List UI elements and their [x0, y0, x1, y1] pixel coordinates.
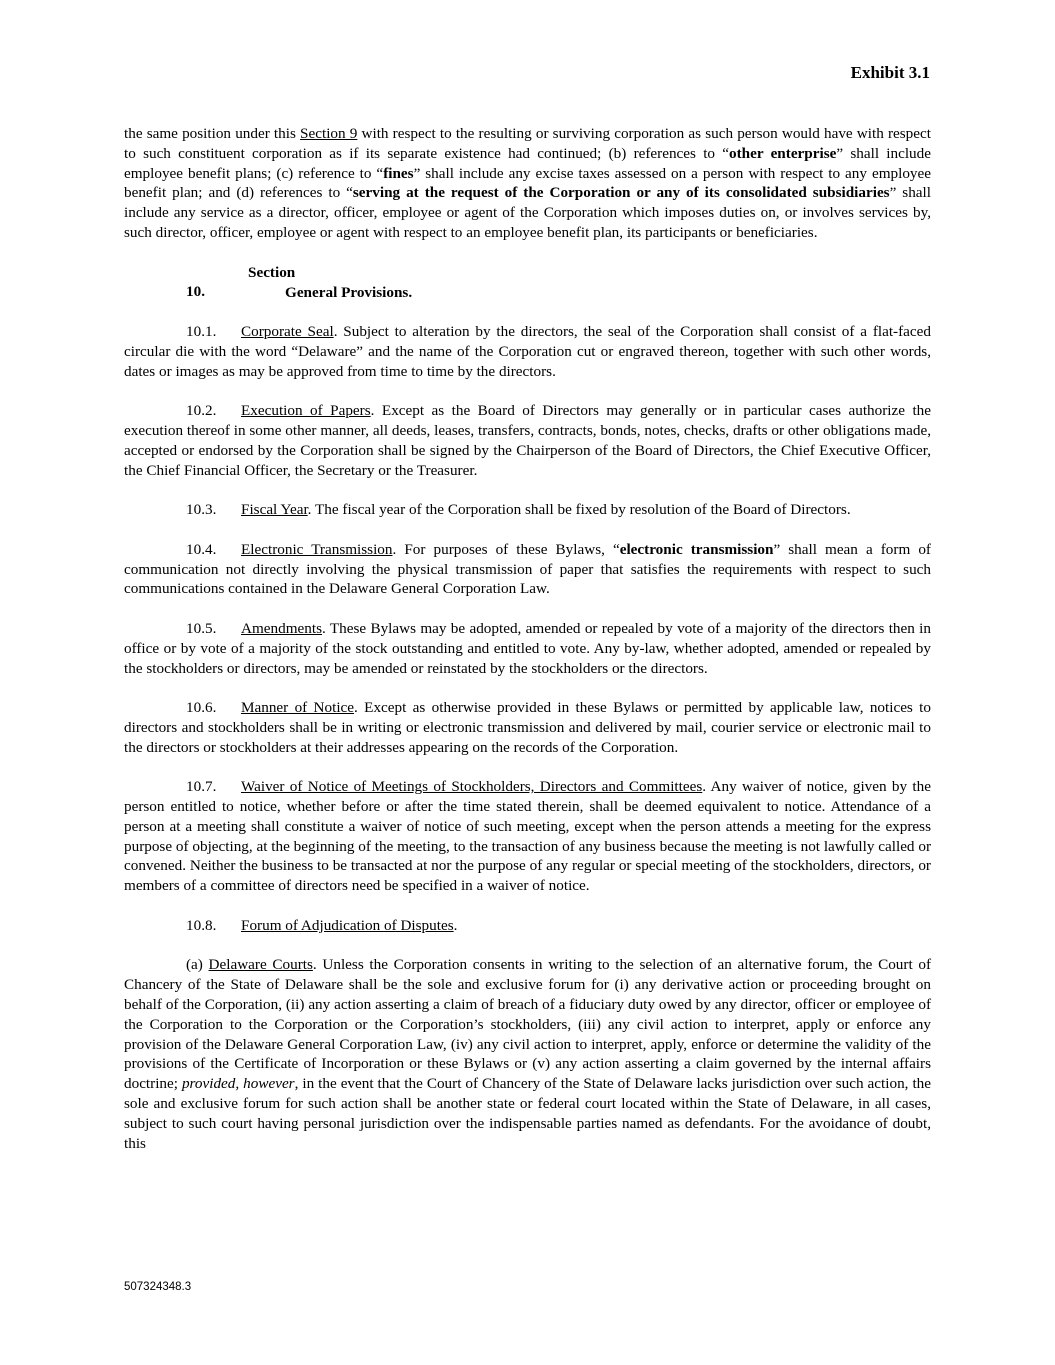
paragraph-10-6: 10.6. Manner of Notice. Except as otherwise provided in these Bylaws or permitted by applicable law, notices to directors and stockholders shall be in writing or electronic transmission and delivered by mail, courier service or electronic mail to the directors or stockholders at their addresses appearing on the records of the Corporation.: [124, 699, 931, 756]
heading-forum-of-adjudication: Forum of Adjudication of Disputes: [241, 916, 454, 934]
heading-electronic-transmission: Electronic Transmission: [241, 540, 393, 558]
paragraph-10-2: 10.2. Execution of Papers. Except as the Board of Directors may generally or in particular cases authorize the execution thereof in some other manner, all deeds, leases, transfers, contracts, bonds, notes, checks, drafts or other obligations made, accepted or endorsed by the Corporation shall be signed by the Chairperson of the Board of Directors, the Chief Executive Officer, the Chief Financial Officer, the Secretary or the Treasurer.: [124, 402, 932, 479]
document-id-footer: 507324348.3: [124, 1281, 192, 1293]
defined-term-electronic-transmission: electronic transmission: [619, 540, 774, 558]
paragraph-10-4: 10.4. Electronic Transmission. For purposes of these Bylaws, “electronic transmission” shall mean a form of communication not directly involving the physical transmission of paper that satisfies the requirements with respect to such communications contained in the Delaware General Corporation Law.: [124, 540, 931, 598]
defined-term-fines: fines: [383, 164, 414, 182]
section-10-heading: Section 10. General Provisions.: [186, 263, 413, 301]
paragraph-10-1: 10.1. Corporate Seal. Subject to alteration by the directors, the seal of the Corporation shall consist of a flat-faced circular die with the word “Delaware” and the name of the Corporation cut or engraved thereon, together with such other words, dates or images as may be approved from time to time by the directors.: [124, 322, 931, 380]
paragraph-10-5: 10.5. Amendments. These Bylaws may be adopted, amended or repealed by vote of a majority of the directors then in office or by vote of a majority of the stock outstanding and entitled to vote. Any by-law, whether adopted, amended or repealed by the stockholders or directors, may be amended or reinstated by the stockholders or the directors.: [124, 619, 931, 677]
heading-delaware-courts: Delaware Courts: [208, 956, 313, 974]
intro-paragraph: the same position under this Section 9 with respect to the resulting or surviving corporation as such person would have with respect to such constituent corporation as if its separate existence had continued; (b) references to “other enterprise” shall include employee benefit plans; (c) reference to “fines” shall include any excise taxes assessed on a person with respect to any employee benefit plan; and (d) references to “serving at the request of the Corporation or any of its consolidated subsidiaries” shall include any service as a director, officer, employee or agent of the Corporation which imposes duties on, or involves services by, such director, officer, employee or agent with respect to an employee benefit plan, its participants or beneficiaries.: [124, 125, 931, 241]
heading-corporate-seal: Corporate Seal: [241, 322, 334, 340]
exhibit-label: Exhibit 3.1: [850, 63, 930, 82]
defined-term-other-enterprise: other enterprise: [729, 144, 837, 162]
paragraph-10-8: 10.8. Forum of Adjudication of Disputes.: [186, 916, 458, 934]
heading-waiver-of-notice: Waiver of Notice of Meetings of Stockholders, Directors and Committees: [241, 778, 703, 796]
defined-term-serving-at-request: serving at the request of the Corporation or any of its consolidated subsidiaries: [352, 184, 890, 202]
paragraph-10-3: 10.3. Fiscal Year. The fiscal year of the Corporation shall be fixed by resolution of the Board of Directors.: [186, 501, 851, 519]
section-9-reference: Section 9: [300, 125, 358, 142]
paragraph-10-7: 10.7. Waiver of Notice of Meetings of Stockholders, Directors and Committees. Any waiver of notice, given by the person entitled to notice, whether before or after the time stated therein, shall be deemed equivalent to notice. Attendance of a person at a meeting shall constitute a waiver of notice of such meeting, except when the person attends a meeting for the express purpose of objecting, at the beginning of the meeting, to the transaction of any business because the meeting is not lawfully called or convened. Neither the business to be transacted at nor the purpose of any regular or special meeting of the stockholders, directors, or members of a committee of directors need be specified in a waiver of notice.: [124, 778, 931, 895]
heading-execution-of-papers: Execution of Papers: [241, 402, 371, 420]
heading-manner-of-notice: Manner of Notice: [241, 699, 355, 717]
heading-fiscal-year: Fiscal Year: [241, 501, 308, 519]
heading-amendments: Amendments: [241, 619, 322, 637]
document-body: [124, 124, 931, 1173]
provided-however: provided, however: [181, 1075, 295, 1093]
paragraph-10-8-a: (a) Delaware Courts. Unless the Corporation consents in writing to the selection of an alternative forum, the Court of Chancery of the State of Delaware shall be the sole and exclusive forum for (i) any derivative action or proceeding brought on behalf of the Corporation, (ii) any action asserting a claim of breach of a fiduciary duty owed by any director, officer or employee of the Corporation to the Corporation or the Corporation’s stockholders, (iii) any civil action to interpret, apply or enforce any provision of the Delaware General Corporation Law, (iv) any civil action to interpret, apply, enforce or determine the validity of the provisions of the Certificate of Incorporation or these Bylaws or (v) any action asserting a claim governed by the internal affairs doctrine; provided, however, in the event that the Court of Chancery of the State of Delaware lacks jurisdiction over such action, the sole and exclusive forum for such action shall be another state or federal court located within the State of Delaware, in all cases, subject to such court having personal jurisdiction over the indispensable parties named as defendants. For the avoidance of doubt, this: [124, 956, 932, 1152]
